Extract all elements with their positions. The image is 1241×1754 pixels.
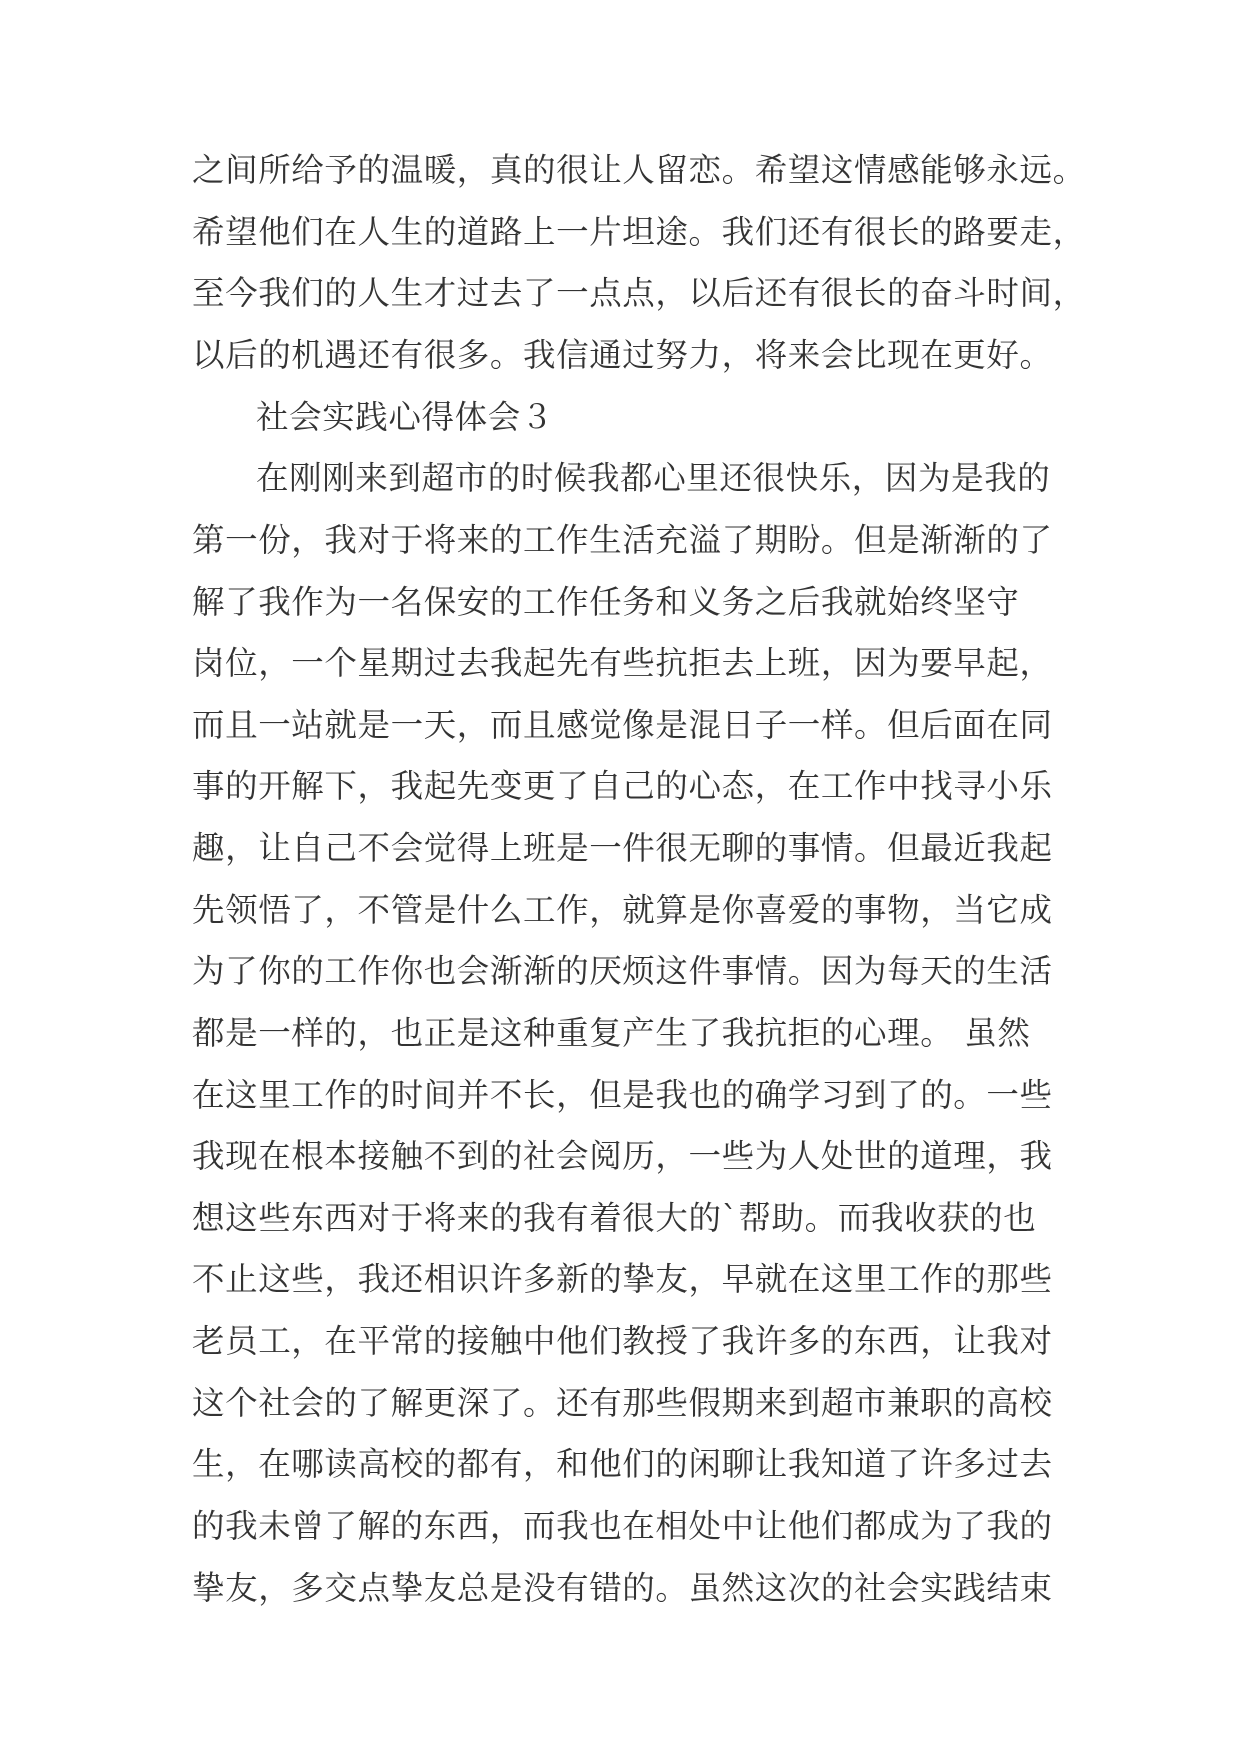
text-line: 在刚刚来到超市的时候我都心里还很快乐，因为是我的 <box>256 459 1051 497</box>
text-line: 这个社会的了解更深了。还有那些假期来到超市兼职的高校 <box>192 1384 1053 1422</box>
text-line: 解了我作为一名保安的工作任务和义务之后我就始终坚守 <box>192 583 1020 621</box>
text-line: 老员工，在平常的接触中他们教授了我许多的东西，让我对 <box>192 1322 1053 1360</box>
text-line: 不止这些，我还相识许多新的挚友，早就在这里工作的那些 <box>192 1260 1053 1298</box>
text-line: 以后的机遇还有很多。我信通过努力，将来会比现在更好。 <box>192 336 1053 374</box>
text-line: 我现在根本接触不到的社会阅历，一些为人处世的道理，我 <box>192 1137 1053 1175</box>
text-line: 之间所给予的温暖，真的很让人留恋。希望这情感能够永远。 <box>192 151 1086 189</box>
text-line: 生，在哪读高校的都有，和他们的闲聊让我知道了许多过去 <box>192 1445 1053 1483</box>
text-line: 而且一站就是一天，而且感觉像是混日子一样。但后面在同 <box>192 706 1053 744</box>
text-line: 先领悟了，不管是什么工作，就算是你喜爱的事物，当它成 <box>192 891 1053 929</box>
text-line: 趣，让自己不会觉得上班是一件很无聊的事情。但最近我起 <box>192 829 1053 867</box>
text-line: 事的开解下，我起先变更了自己的心态，在工作中找寻小乐 <box>192 767 1053 805</box>
text-line: 至今我们的人生才过去了一点点，以后还有很长的奋斗时间， <box>192 274 1086 312</box>
text-line: 都是一样的，也正是这种重复产生了我抗拒的心理。 虽然 <box>192 1014 1031 1052</box>
text-line: 的我未曾了解的东西，而我也在相处中让他们都成为了我的 <box>192 1507 1053 1545</box>
text-line: 想这些东西对于将来的我有着很大的`帮助。而我收获的也 <box>192 1199 1037 1237</box>
text-line: 挚友，多交点挚友总是没有错的。虽然这次的社会实践结束 <box>192 1569 1053 1607</box>
text-line: 在这里工作的时间并不长，但是我也的确学习到了的。一些 <box>192 1076 1053 1114</box>
text-line: 第一份，我对于将来的工作生活充溢了期盼。但是渐渐的了 <box>192 521 1053 559</box>
section-heading: 社会实践心得体会３ <box>256 398 554 436</box>
text-line: 希望他们在人生的道路上一片坦途。我们还有很长的路要走， <box>192 213 1086 251</box>
text-line: 岗位，一个星期过去我起先有些抗拒去上班，因为要早起， <box>192 644 1053 682</box>
text-line: 为了你的工作你也会渐渐的厌烦这件事情。因为每天的生活 <box>192 952 1053 990</box>
